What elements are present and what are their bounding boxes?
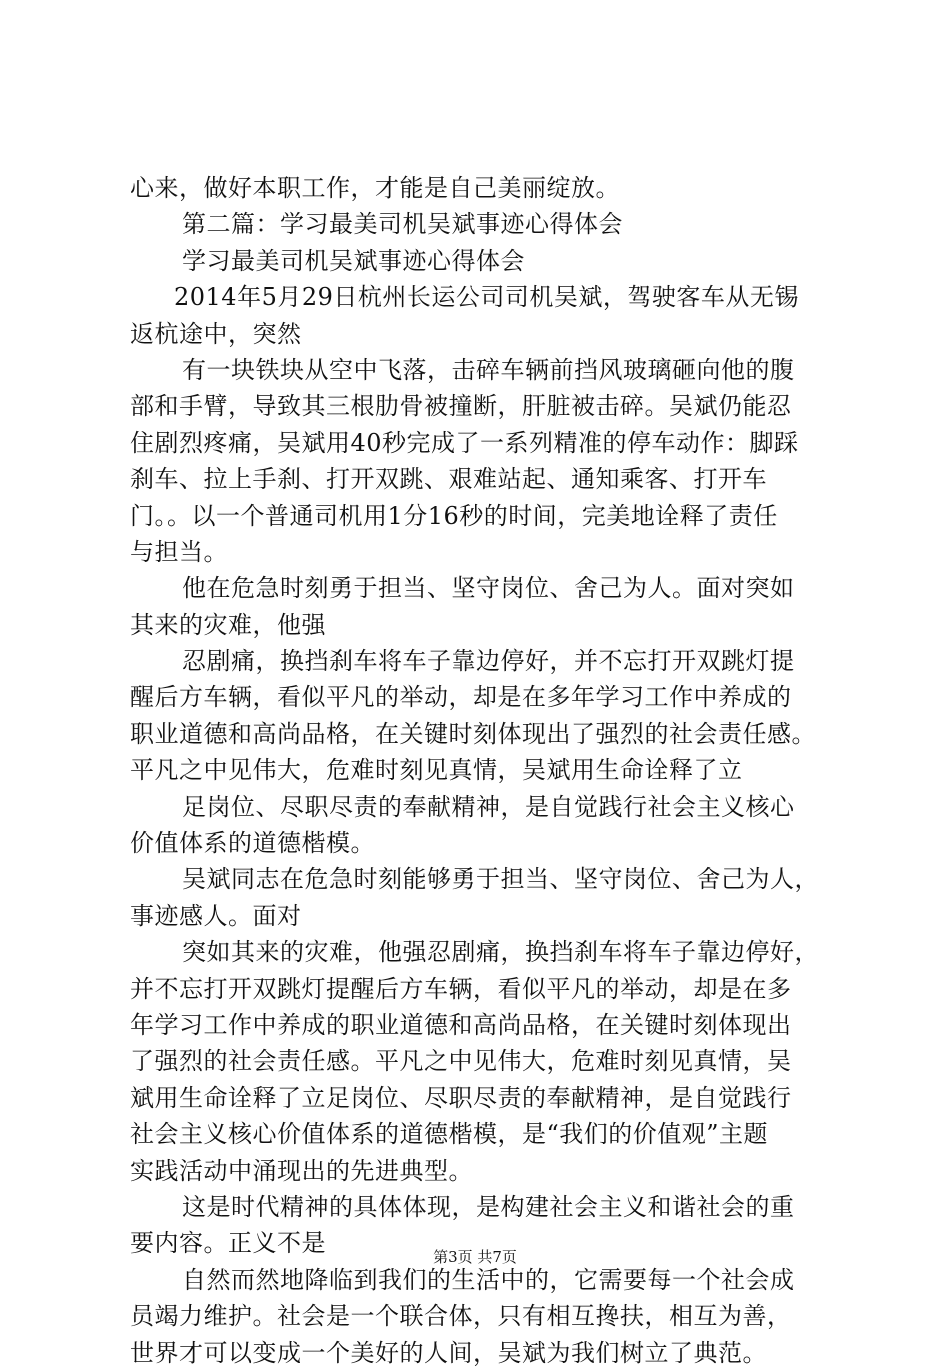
text-line: 返杭途中，突然: [130, 319, 302, 348]
text-line: 其来的灾难，他强: [130, 610, 326, 639]
text-line: 员竭力维护。社会是一个联合体，只有相互搀扶，相互为善，: [130, 1302, 792, 1331]
text-line: 实践活动中涌现出的先进典型。: [130, 1156, 473, 1185]
text-line: 足岗位、尽职尽责的奉献精神，是自觉践行社会主义核心: [182, 792, 795, 821]
text-line: 突如其来的灾难，他强忍剧痛，换挡刹车将车子靠边停好，: [182, 938, 819, 967]
text-line: 价值体系的道德楷模。: [130, 829, 375, 858]
document-body: [130, 170, 840, 1371]
text-line: 这是时代精神的具体体现，是构建社会主义和谐社会的重: [182, 1192, 795, 1221]
text-line: 要内容。正义不是: [130, 1229, 326, 1258]
text-line: 醒后方车辆，看似平凡的举动，却是在多年学习工作中养成的: [130, 683, 792, 712]
text-line: 职业道德和高尚品格，在关键时刻体现出了强烈的社会责任感。: [130, 719, 816, 748]
text-line: 斌用生命诠释了立足岗位、尽职尽责的奉献精神，是自觉践行: [130, 1083, 792, 1112]
text-line: 吴斌同志在危急时刻能够勇于担当、坚守岗位、舍己为人，: [182, 865, 819, 894]
text-line: 第二篇：学习最美司机吴斌事迹心得体会: [182, 210, 623, 239]
text-line: 年学习工作中养成的职业道德和高尚品格，在关键时刻体现出: [130, 1010, 792, 1039]
text-line: 住剧烈疼痛，吴斌用40秒完成了一系列精准的停车动作：脚踩: [130, 428, 799, 457]
text-line: 自然而然地降临到我们的生活中的，它需要每一个社会成: [182, 1265, 795, 1294]
page-footer: 第3页 共7页: [433, 1248, 517, 1266]
text-line: 有一块铁块从空中飞落，击碎车辆前挡风玻璃砸向他的腹: [182, 355, 795, 384]
text-line: 社会主义核心价值体系的道德楷模，是“我们的价值观”主题: [130, 1120, 769, 1149]
text-line: 世界才可以变成一个美好的人间，吴斌为我们树立了典范。: [130, 1338, 767, 1367]
text-line: 2014年5月29日杭州长运公司司机吴斌，驾驶客车从无锡: [174, 283, 799, 312]
text-line: 刹车、拉上手刹、打开双跳、艰难站起、通知乘客、打开车: [130, 465, 767, 494]
text-line: 学习最美司机吴斌事迹心得体会: [182, 246, 525, 275]
text-line: 与担当。: [130, 537, 228, 566]
text-line: 平凡之中见伟大，危难时刻见真情，吴斌用生命诠释了立: [130, 756, 743, 785]
text-line: 事迹感人。面对: [130, 901, 302, 930]
text-line: 心来，做好本职工作，才能是自己美丽绽放。: [130, 174, 620, 202]
text-line: 门。。以一个普通司机用1分16秒的时间，完美地诠释了责任: [130, 501, 778, 530]
text-line: 部和手臂，导致其三根肋骨被撞断，肝脏被击碎。吴斌仍能忍: [130, 392, 792, 421]
text-line: 他在危急时刻勇于担当、坚守岗位、舍己为人。面对突如: [182, 574, 795, 603]
text-line: 了强烈的社会责任感。平凡之中见伟大，危难时刻见真情，吴: [130, 1047, 792, 1076]
text-line: 并不忘打开双跳灯提醒后方车辆，看似平凡的举动，却是在多: [130, 974, 792, 1003]
text-line: 忍剧痛，换挡刹车将车子靠边停好，并不忘打开双跳灯提: [182, 647, 795, 676]
